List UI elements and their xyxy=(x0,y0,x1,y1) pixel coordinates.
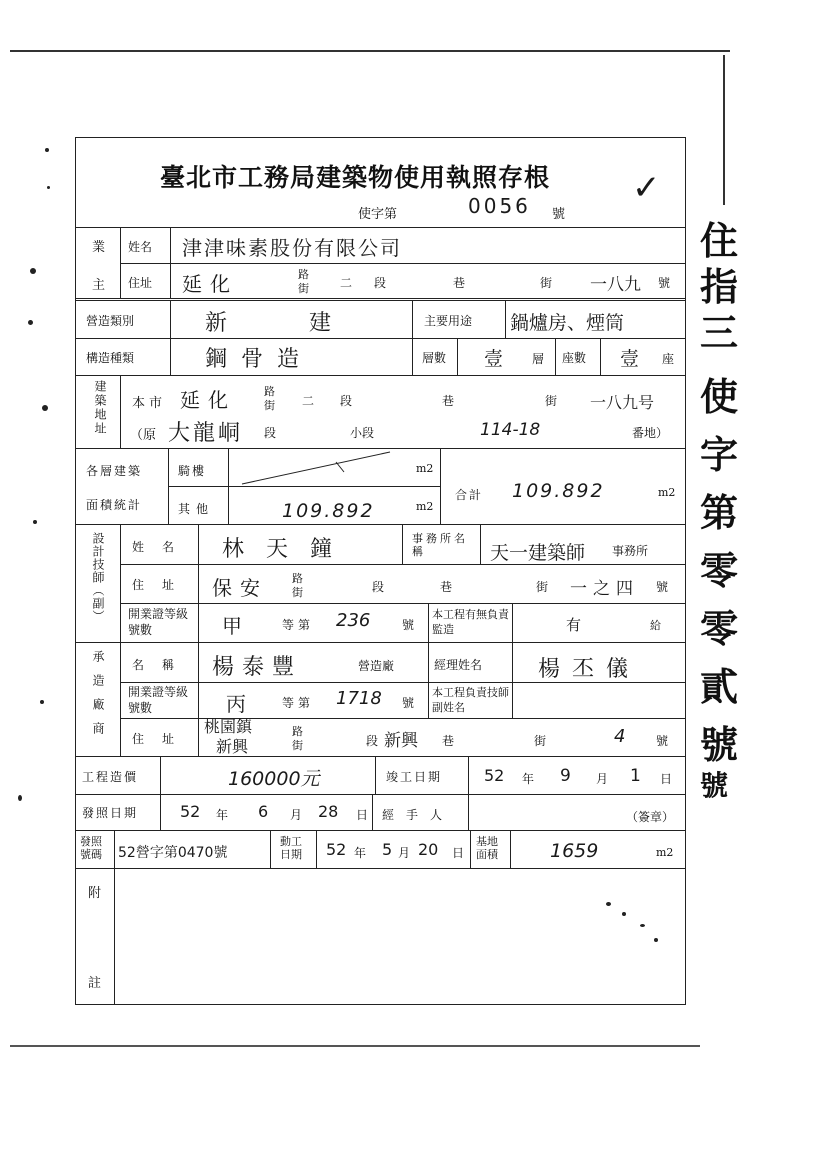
issue-ri: 日 xyxy=(356,808,369,822)
side-stub-column xyxy=(700,210,750,810)
owner-addr-district: 延化 xyxy=(182,272,238,296)
complete-label: 竣工日期 xyxy=(386,770,443,784)
permit-suffix: 號 xyxy=(552,207,566,222)
start-day: 20 xyxy=(418,840,439,859)
rule xyxy=(76,338,685,339)
side-char: 指 xyxy=(700,264,739,309)
rule xyxy=(510,830,511,868)
rule xyxy=(76,227,685,228)
permit-prefix: 使字第 xyxy=(358,207,398,222)
site-orig-area: 大龍峒 xyxy=(168,421,244,446)
rule xyxy=(170,300,171,375)
rule xyxy=(114,830,115,868)
form-box xyxy=(75,137,686,1005)
rule xyxy=(470,830,471,868)
start-yue: 月 xyxy=(398,846,411,860)
scan-speck xyxy=(28,320,33,325)
page-title: 臺北市工務局建築物使用執照存根 xyxy=(160,163,551,192)
scan-speck xyxy=(30,268,36,274)
site-lot: 114-18 xyxy=(480,420,541,440)
rule xyxy=(120,524,121,756)
scan-speck xyxy=(42,405,48,411)
contractor-lane: 巷 xyxy=(442,734,455,748)
owner-jie: 街 xyxy=(540,276,553,290)
side-char: 零 xyxy=(700,548,739,593)
contractor-duan: 段 xyxy=(366,734,379,748)
site-road-label: 路 xyxy=(264,385,275,398)
issue-label: 發照日期 xyxy=(82,806,139,820)
permit-number-label: 發照號碼 xyxy=(80,835,102,861)
complete-ri: 日 xyxy=(660,772,673,786)
struct-label: 構造種類 xyxy=(86,351,135,365)
contractor-addr-label: 住址 xyxy=(132,732,193,746)
rule xyxy=(76,868,685,869)
rule xyxy=(270,830,271,868)
rule xyxy=(412,300,413,375)
contractor-addr-no: 4 xyxy=(614,726,626,747)
start-label: 動工日期 xyxy=(280,835,302,861)
designer-label: 設計技師（副） xyxy=(91,532,105,623)
contractor-name-suffix: 營造廠 xyxy=(358,659,395,673)
issue-handler-label: 經手人 xyxy=(382,808,455,822)
scan-edge-right xyxy=(723,55,725,205)
contractor-hao: 號 xyxy=(656,734,669,748)
site-lot-suffix: 番地） xyxy=(632,426,669,440)
rule xyxy=(120,375,121,448)
rule xyxy=(160,756,161,794)
owner-section-label-2: 主 xyxy=(92,278,106,293)
side-char: 三 xyxy=(700,310,739,355)
rule xyxy=(120,603,685,604)
designer-lane: 巷 xyxy=(440,580,453,594)
build-use-value: 鍋爐房、煙筒 xyxy=(510,312,625,334)
side-char: 號 xyxy=(700,722,739,767)
site-prefix: 本市 xyxy=(132,396,167,411)
area-label-2: 面積統計 xyxy=(86,498,143,512)
rule xyxy=(160,794,161,830)
rule xyxy=(375,756,376,794)
scan-speck xyxy=(33,520,37,524)
rule xyxy=(440,448,441,524)
designer-name-value: 林天鐘 xyxy=(222,537,355,562)
total-unit: m2 xyxy=(658,486,676,499)
designer-office-value: 天一建築師 xyxy=(490,542,586,564)
complete-nian: 年 xyxy=(522,772,535,786)
rule xyxy=(76,298,685,299)
rule xyxy=(114,868,115,1004)
rule xyxy=(316,830,317,868)
scan-speck xyxy=(45,148,49,152)
count-label: 座數 xyxy=(562,351,587,365)
contractor-label: 承造廠商 xyxy=(91,650,105,746)
permit-number: 0056 xyxy=(468,194,531,218)
contractor-cert-suffix: 號 xyxy=(402,696,415,710)
floors-label: 層數 xyxy=(422,351,447,365)
complete-year: 52 xyxy=(484,766,505,785)
area-label-1: 各層建築 xyxy=(86,464,143,478)
total-value: 109.892 xyxy=(512,480,605,502)
rule xyxy=(168,448,169,524)
contractor-name-label: 名稱 xyxy=(132,658,193,672)
designer-office-label: 事務所名稱 xyxy=(412,532,468,558)
rule xyxy=(170,227,171,298)
contractor-manager-label: 經理姓名 xyxy=(434,658,483,672)
site-street-label: 街 xyxy=(264,399,275,412)
designer-supervise-label: 本工程有無負責監造 xyxy=(432,608,509,636)
contractor-cert-label: 開業證等級號數 xyxy=(128,685,189,715)
designer-duan: 段 xyxy=(372,580,385,594)
rule xyxy=(512,603,513,642)
rule xyxy=(76,794,685,795)
designer-supervise-value: 有 xyxy=(566,616,582,634)
contractor-cert-grade: 丙 xyxy=(226,692,246,716)
contractor-street-label: 街 xyxy=(292,739,303,752)
total-label: 合計 xyxy=(455,488,484,502)
designer-cert-grade: 甲 xyxy=(222,614,242,638)
site-small: 小段 xyxy=(350,426,375,440)
remarks-zhu: 註 xyxy=(88,976,102,991)
contractor-addr-town: 桃園鎮 xyxy=(204,717,253,736)
owner-addr-section: 二 xyxy=(340,276,353,290)
stamp-smudge xyxy=(622,912,626,916)
rule xyxy=(505,300,506,338)
site-lane: 巷 xyxy=(442,394,455,408)
contractor-manager-value: 楊丕儀 xyxy=(538,657,641,682)
rule xyxy=(76,524,685,525)
designer-cert-mid: 等第 xyxy=(282,618,315,632)
issue-month: 6 xyxy=(258,802,269,821)
complete-yue: 月 xyxy=(596,772,609,786)
base-value: 1659 xyxy=(550,840,599,862)
designer-hao: 號 xyxy=(656,580,669,594)
rule xyxy=(468,756,469,794)
complete-day: 1 xyxy=(630,766,641,786)
base-unit: m2 xyxy=(656,846,674,859)
build-type-label: 營造類別 xyxy=(86,314,135,328)
owner-name-value: 津津味素股份有限公司 xyxy=(182,236,402,260)
other-value: 109.892 xyxy=(282,500,375,522)
build-type-value: 新 建 xyxy=(205,311,362,336)
side-char: 貳 xyxy=(700,664,739,709)
designer-jie: 街 xyxy=(536,580,549,594)
issue-yue: 月 xyxy=(290,808,303,822)
rule xyxy=(76,300,685,301)
site-section: 二 xyxy=(302,394,315,408)
site-duan: 段 xyxy=(340,394,353,408)
owner-section-label-1: 業 xyxy=(92,240,106,255)
side-char: 零 xyxy=(700,606,739,651)
rule xyxy=(372,794,373,830)
rule xyxy=(457,338,458,375)
start-month: 5 xyxy=(382,840,393,859)
designer-addr-road: 保安 xyxy=(212,576,268,600)
stamp-smudge xyxy=(606,902,611,906)
rule xyxy=(512,642,513,718)
rule xyxy=(428,603,429,642)
issue-day: 28 xyxy=(318,802,339,821)
permit-number-value: 52營字第0470號 xyxy=(118,845,228,861)
rule xyxy=(120,263,685,264)
site-district: 延化 xyxy=(180,388,236,412)
owner-road-label: 路 xyxy=(298,268,309,281)
side-char: 住 xyxy=(700,218,739,263)
cost-label: 工程造價 xyxy=(82,770,139,784)
owner-street-label: 街 xyxy=(298,282,309,295)
owner-addr-label: 住址 xyxy=(128,276,153,290)
scan-edge-bottom xyxy=(10,1045,700,1047)
rule xyxy=(600,338,601,375)
rule xyxy=(555,338,556,375)
site-duan2: 段 xyxy=(264,426,277,440)
cost-value: 160000元 xyxy=(228,768,320,790)
stamp-smudge xyxy=(640,924,645,927)
contractor-addr-lane: 新興 xyxy=(384,731,418,751)
count-unit: 座 xyxy=(662,352,675,366)
issue-nian: 年 xyxy=(216,808,229,822)
owner-addr-no: 一八九 xyxy=(590,275,641,295)
check-mark: ✓ xyxy=(632,168,661,208)
designer-road-label: 路 xyxy=(292,572,303,585)
contractor-cert-mid: 等第 xyxy=(282,696,315,710)
rule xyxy=(468,794,469,830)
complete-month: 9 xyxy=(560,766,571,786)
rule xyxy=(402,524,403,564)
scan-edge-top xyxy=(10,50,730,52)
contractor-road-label: 路 xyxy=(292,725,303,738)
scan-speck xyxy=(47,186,50,189)
owner-lane: 巷 xyxy=(453,276,466,290)
rule xyxy=(428,642,429,718)
stamp-smudge xyxy=(654,938,658,942)
designer-supervise-note: 給 xyxy=(650,619,661,632)
side-char: 字 xyxy=(700,432,739,477)
rule xyxy=(480,524,481,564)
side-char: 號 xyxy=(700,769,729,802)
owner-name-label: 姓名 xyxy=(128,240,153,254)
owner-duan: 段 xyxy=(374,276,387,290)
side-char: 使 xyxy=(700,374,739,419)
other-label: 其他 xyxy=(178,502,215,516)
scan-speck xyxy=(40,700,44,704)
designer-name-label: 姓名 xyxy=(132,540,193,554)
designer-addr-label: 住址 xyxy=(132,578,193,592)
rule xyxy=(76,375,685,376)
remarks-fu: 附 xyxy=(88,886,102,901)
floors-value: 壹 xyxy=(484,348,504,370)
build-use-label: 主要用途 xyxy=(424,314,473,328)
struct-value: 鋼骨造 xyxy=(205,347,314,372)
rule xyxy=(120,227,121,298)
other-unit: m2 xyxy=(416,500,434,513)
scan-speck xyxy=(18,795,22,801)
designer-cert-no: 236 xyxy=(336,610,371,631)
contractor-cert-no: 1718 xyxy=(336,688,382,709)
designer-street-label: 街 xyxy=(292,586,303,599)
start-nian: 年 xyxy=(354,846,367,860)
designer-office-suffix: 事務所 xyxy=(612,544,649,558)
issue-sign: （簽章） xyxy=(626,810,675,824)
contractor-tech-label: 本工程負責技師副姓名 xyxy=(432,686,509,714)
contractor-name-value: 楊泰豐 xyxy=(212,655,303,680)
owner-hao: 號 xyxy=(658,276,671,290)
base-label: 基地面積 xyxy=(476,835,498,861)
rule xyxy=(120,564,685,565)
site-no: 一八九号 xyxy=(590,393,655,412)
arcade-strike-line xyxy=(240,448,410,488)
start-year: 52 xyxy=(326,840,347,859)
arcade-unit: m2 xyxy=(416,462,434,475)
rule xyxy=(76,830,685,831)
designer-cert-label: 開業證等級號數 xyxy=(128,607,189,637)
site-jie: 街 xyxy=(545,394,558,408)
designer-cert-suffix: 號 xyxy=(402,618,415,632)
floors-unit: 層 xyxy=(532,352,545,366)
arcade-label: 騎樓 xyxy=(178,464,207,478)
rule xyxy=(76,756,685,757)
count-value: 壹 xyxy=(620,348,640,370)
rule xyxy=(198,524,199,756)
rule xyxy=(228,448,229,524)
side-char: 第 xyxy=(700,490,739,535)
site-label: 建築地址 xyxy=(93,380,107,436)
contractor-jie: 街 xyxy=(534,734,547,748)
issue-year: 52 xyxy=(180,802,201,821)
designer-addr-no: 一之四 xyxy=(570,579,639,599)
rule xyxy=(76,642,685,643)
contractor-addr-road: 新興 xyxy=(216,737,249,756)
site-orig: （原 xyxy=(130,428,157,443)
start-ri: 日 xyxy=(452,846,465,860)
